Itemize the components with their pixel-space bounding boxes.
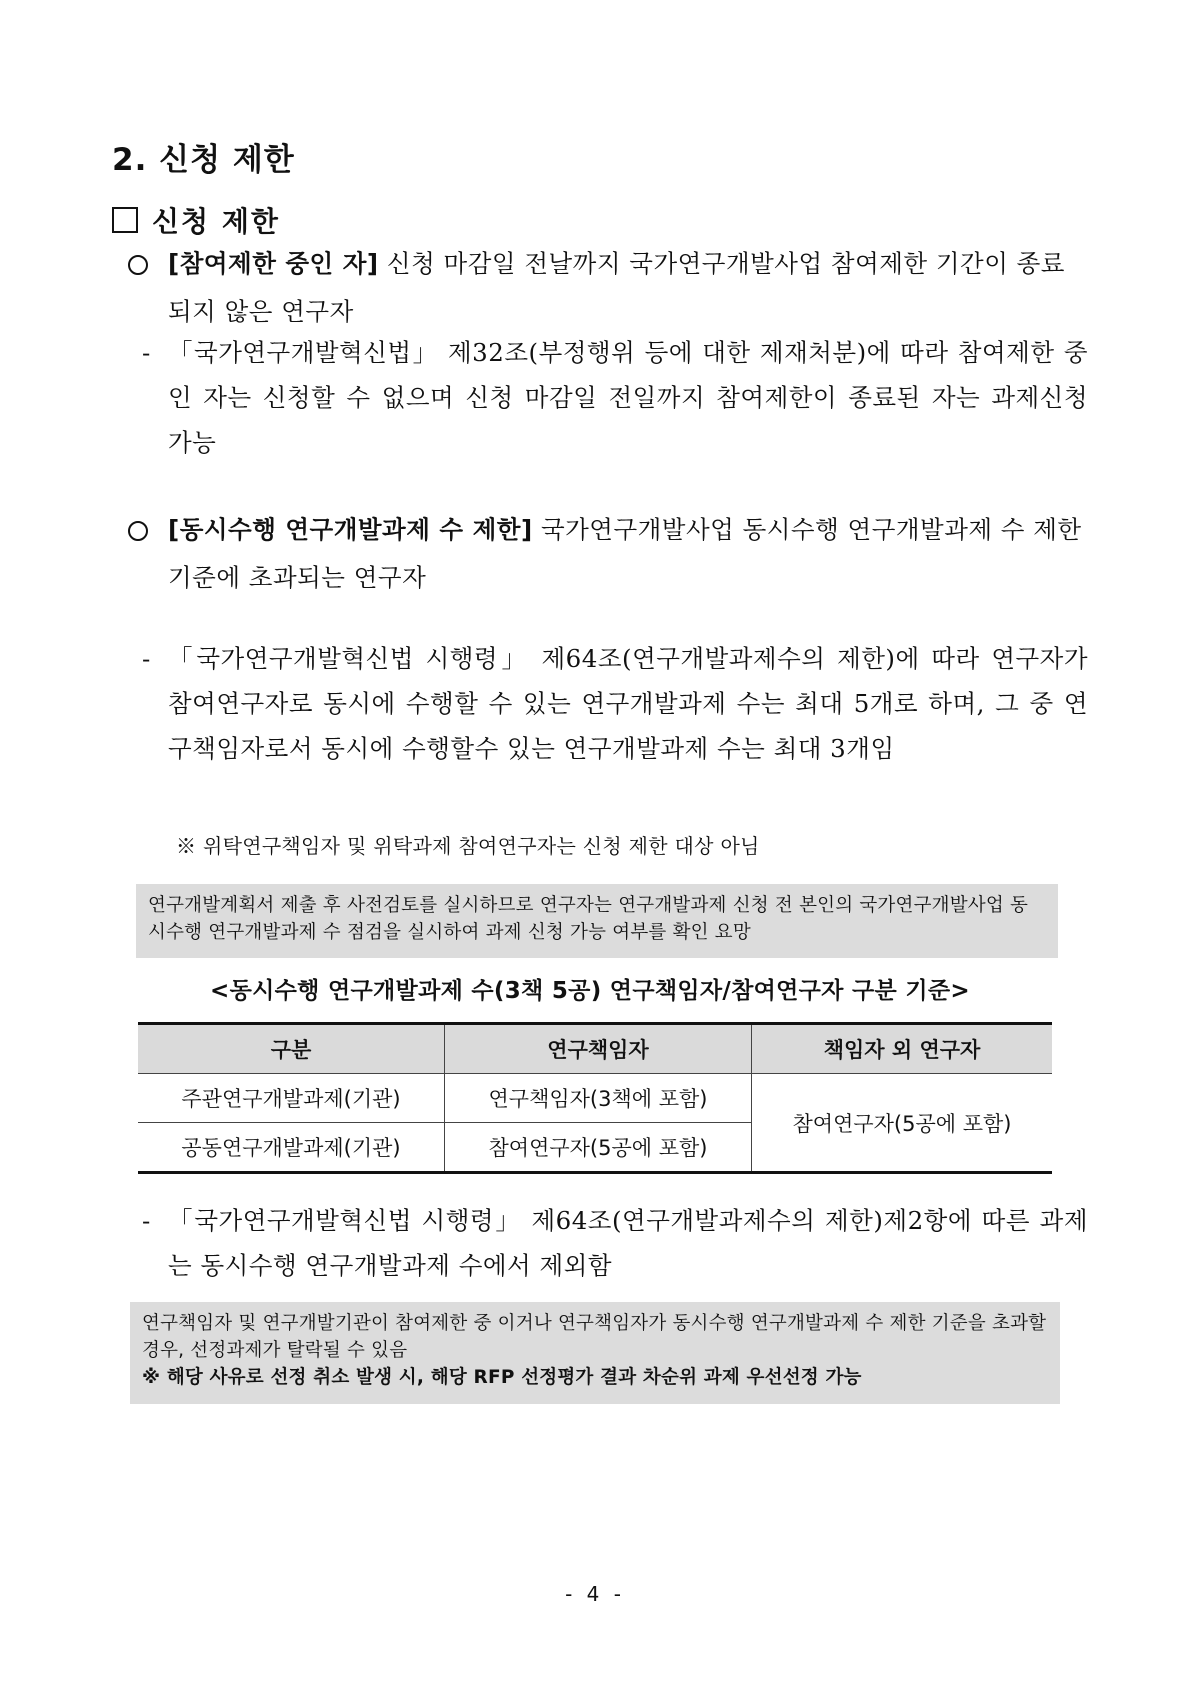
classification-table (138, 1022, 1052, 1174)
dash-bullet: - (142, 338, 151, 367)
restriction-item-body (168, 506, 1088, 602)
table-cell: 공동연구개발과제(기관) (138, 1123, 445, 1173)
exclusion-detail-text: 「국가연구개발혁신법 시행령」 제64조(연구개발과제수의 제한)제2항에 따른 과제는 동시수행 연구개발과제 수에서 제외함 (168, 1206, 1088, 1280)
notice-text: 연구개발계획서 제출 후 사전검토를 실시하므로 연구자는 연구개발과제 신청 전 본인의 국가연구개발사업 동시수행 연구개발과제 수 점검을 실시하여 과제 신청 가능 여부를 확인 요망 (148, 895, 1029, 943)
page-number: - 4 - (565, 1582, 625, 1606)
restriction-item-body (168, 240, 1088, 336)
notice-text: 연구책임자 및 연구개발기관이 참여제한 중 이거나 연구책임자가 동시수행 연구개발과제 수 제한 기준을 초과할 경우, 선정과제가 탈락될 수 있음 (142, 1313, 1047, 1361)
table-caption: <동시수행 연구개발과제 수(3책 5공) 연구책임자/참여연구자 구분 기준> (210, 978, 970, 1004)
table-row (138, 1074, 1052, 1123)
restriction-item-concurrent (128, 506, 1088, 602)
restriction-detail-participation (142, 330, 1088, 465)
section-title: 2. 신청 제한 (112, 142, 295, 178)
exclusion-detail (142, 1198, 1088, 1288)
restriction-detail-concurrent (142, 636, 1088, 771)
restriction-text: 신청 마감일 전날까지 국가연구개발사업 참여제한 기간이 종료되지 않은 연구자 (168, 249, 1065, 326)
subsection-title-text: 신청 제한 (152, 205, 280, 238)
table-header-lead: 연구책임자 (445, 1024, 752, 1074)
circle-bullet-icon (128, 521, 148, 541)
restriction-tag: [동시수행 연구개발과제 수 제한] (168, 515, 533, 544)
restriction-detail-text: 「국가연구개발혁신법」 제32조(부정행위 등에 대한 제재처분)에 따라 참여제한 중인 자는 신청할 수 없으며 신청 마감일 전일까지 참여제한이 종료된 자는 과제신청 가능 (168, 338, 1088, 457)
restriction-item-participation (128, 240, 1088, 336)
table-cell: 주관연구개발과제(기관) (138, 1074, 445, 1123)
table-header-others: 책임자 외 연구자 (752, 1024, 1053, 1074)
table-cell: 연구책임자(3책에 포함) (445, 1074, 752, 1123)
table-cell-merged: 참여연구자(5공에 포함) (752, 1074, 1053, 1173)
table-header-row (138, 1024, 1052, 1074)
circle-bullet-icon (128, 255, 148, 275)
checkbox-square-icon (112, 207, 138, 233)
table-cell: 참여연구자(5공에 포함) (445, 1123, 752, 1173)
notice-bold-text: ※ 해당 사유로 선정 취소 발생 시, 해당 RFP 선정평가 결과 차순위 과제 우선선정 가능 (142, 1367, 862, 1388)
dash-bullet: - (142, 1206, 151, 1235)
restriction-detail-text: 「국가연구개발혁신법 시행령」 제64조(연구개발과제수의 제한)에 따라 연구자가 참여연구자로 동시에 수행할 수 있는 연구개발과제 수는 최대 5개로 하며, 그 중 연구책임자로서 동시에 수행할수 있는 연구개발과제 수는 최대 3개임 (168, 644, 1088, 763)
subsection-title (112, 200, 280, 240)
restriction-text: 국가연구개발사업 동시수행 연구개발과제 수 제한 기준에 초과되는 연구자 (168, 515, 1082, 592)
restriction-tag: [참여제한 중인 자] (168, 249, 379, 278)
table-header-category: 구분 (138, 1024, 445, 1074)
reference-note: ※ 위탁연구책임자 및 위탁과제 참여연구자는 신청 제한 대상 아님 (176, 834, 760, 858)
notice-box-disqualification (130, 1302, 1060, 1404)
dash-bullet: - (142, 644, 151, 673)
notice-box-precheck (136, 884, 1058, 958)
